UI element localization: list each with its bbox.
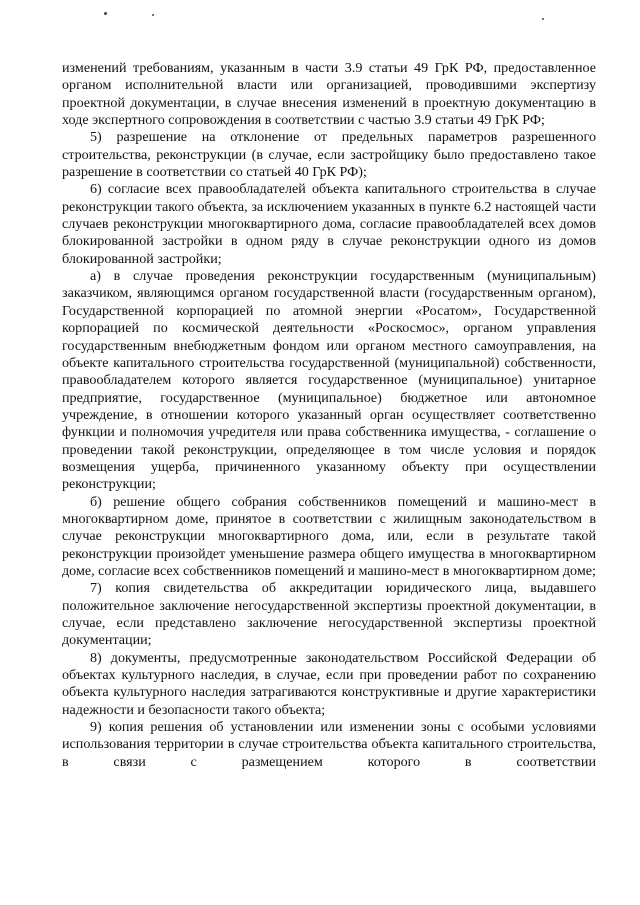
scan-speck	[152, 14, 154, 16]
paragraph-item-6: 6) согласие всех правообладателей объекта капитального строительства в случае реконструкции такого объекта, за исключением указанных в пункте 6.2 настоящей части случаев реконструкции многоквартирного дома, согласие правообладателей всех домов блокированной застройки в одном ряду в случае реконструкции одного из домов блокированной застройки;	[62, 181, 596, 267]
paragraph-item-8: 8) документы, предусмотренные законодательством Российской Федерации об объектах культурного наследия, в случае, если при проведении работ по сохранению объекта культурного наследия затрагиваются конструктивные и другие характеристики надежности и безопасности такого объекта;	[62, 649, 596, 718]
paragraph-item-7: 7) копия свидетельства об аккредитации юридического лица, выдавшего положительное заключение негосударственной экспертизы проектной документации, в случае, если представлено заключение негосударственной экспертизы проектной документации;	[62, 580, 596, 649]
paragraph-item-5: 5) разрешение на отклонение от предельных параметров разрешенного строительства, реконструкции (в случае, если застройщику было предоставлено такое разрешение в соответствии со статьей 40 ГрК РФ);	[62, 129, 596, 181]
paragraph-subitem-b: б) решение общего собрания собственников помещений и машино-мест в многоквартирном доме, принятое в соответствии с жилищным законодательством в случае реконструкции многоквартирного дома, или, если в результате такой реконструкции произойдет уменьшение размера общего имущества в многоквартирном доме, согласие всех собственников помещений и машино-мест в многоквартирном доме;	[62, 493, 596, 579]
paragraph-item-9: 9) копия решения об установлении или изменении зоны с особыми условиями использования территории в случае строительства объекта капитального строительства, в связи с размещением которого в соответствии	[62, 719, 596, 770]
scan-speck	[104, 12, 107, 15]
paragraph-continuation: изменений требованиям, указанным в части 3.9 статьи 49 ГрК РФ, предоставленное органом исполнительной власти или организацией, проводившими экспертизу проектной документации, в случае внесения изменений в проектную документацию в ходе экспертного сопровождения в соответствии с частью 3.9 статьи 49 ГрК РФ;	[62, 60, 596, 129]
scan-speck	[542, 18, 544, 20]
document-body	[62, 60, 596, 771]
paragraph-subitem-a: а) в случае проведения реконструкции государственным (муниципальным) заказчиком, являющимся органом государственной власти (государственным органом), Государственной корпорацией по атомной энергии «Росатом», Государственной корпорацией по космической деятельности «Роскосмос», органом управления государственным внебюджетным фондом или органом местного самоуправления, на объекте капитального строительства государственной (муниципальной) собственности, правообладателем которого является государственное (муниципальное) унитарное предприятие, государственное (муниципальное) бюджетное или автономное учреждение, в отношении которого указанный орган осуществляет соответственно функции и полномочия учредителя или права собственника имущества, - соглашение о проведении такой реконструкции, определяющее в том числе условия и порядок возмещения ущерба, причиненного указанному объекту при осуществлении реконструкции;	[62, 268, 596, 493]
